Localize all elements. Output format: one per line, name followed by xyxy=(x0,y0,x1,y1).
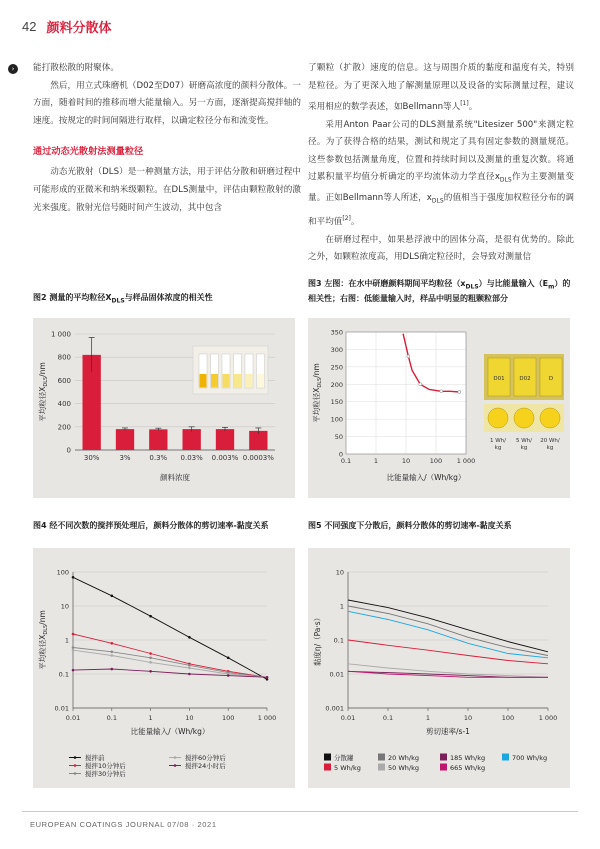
legend-label: 搅拌60分钟后 xyxy=(185,754,226,762)
legend-label: 665 Wh/kg xyxy=(450,764,486,772)
vial-liquid xyxy=(200,374,207,388)
data-point xyxy=(111,642,114,645)
fig5-chart-panel xyxy=(308,548,570,788)
bar xyxy=(149,429,167,450)
y-tick-label: 1 xyxy=(339,602,344,611)
y-tick-label: 600 xyxy=(57,376,71,385)
vial-label: D01 xyxy=(493,376,505,382)
data-point xyxy=(227,656,230,659)
paragraph: 在研磨过程中，如果悬浮液中的固体分高，是很有优势的。除此之外，如颗粒浓度高，用DLS确定粒径时，会导致对测量信 xyxy=(308,234,574,263)
x-tick-label: 1 000 xyxy=(257,714,277,722)
cup-label: 1 Wh/ xyxy=(489,438,507,444)
x-tick-label: 1 000 xyxy=(456,457,476,465)
legend-swatch xyxy=(440,754,447,761)
y-tick-label: 250 xyxy=(330,363,343,372)
legend-swatch xyxy=(324,764,331,771)
cup-icon xyxy=(488,408,508,428)
y-tick-label: 10 xyxy=(60,602,69,611)
page-header xyxy=(22,14,111,38)
vial-label: D02 xyxy=(519,376,531,382)
data-point xyxy=(188,636,191,639)
legend-swatch xyxy=(378,764,385,771)
series-line xyxy=(73,634,267,677)
paragraph: 采用Anton Paar公司的DLS测量系统"Litesizer 500"来测定粒径。为了获得合格的结果，测试和规定了具有固定参数的测量规范。这些参数包括测量角度，位置和持续时间以及测量的重复次数。将通过累积量平均值分析确定的平均流体动力学直径$x_{DLS}$作为主要测量变量。正如Bellmann等人所述，$x_{DLS}$的值相当于强度加权粒径分布的调和平均值[2]。 xyxy=(308,119,574,227)
data-point xyxy=(149,615,152,618)
y-tick-label: 150 xyxy=(330,398,343,407)
footer-divider xyxy=(22,811,578,812)
legend-label: 5 Wh/kg xyxy=(334,764,361,772)
x-tick-label: 1 000 xyxy=(538,714,558,722)
y-tick-label: 0 xyxy=(66,446,71,455)
subheading: 通过动态光散射法测量粒径 xyxy=(33,146,144,158)
bar xyxy=(183,429,201,450)
y-tick-label: 400 xyxy=(57,400,71,409)
x-axis-label: 剪切速率/s-1 xyxy=(426,727,470,736)
y-tick-label: 100 xyxy=(56,568,69,577)
data-point xyxy=(72,633,75,636)
legend-marker xyxy=(74,764,77,767)
data-point xyxy=(188,667,191,670)
y-axis-label: 平均粒径$X_{DLS}/nm$ xyxy=(38,362,49,422)
vial-liquid xyxy=(223,374,230,388)
x-axis-label: 比能量输入/（Wh/kg） xyxy=(130,727,210,736)
y-tick-label: 0.001 xyxy=(325,704,344,713)
x-tick-label: 0.01 xyxy=(65,714,81,722)
fig3-caption: 图3 左图：在水中研磨颜料期间平均粒径$(x_{DLS})$与比能量输入$(E_m)$的相关性；右图：低能量输入时，样品中明显的粗颗粒部分 xyxy=(308,279,571,303)
y-tick-label: 200 xyxy=(330,380,343,389)
fig2-chart-panel xyxy=(33,318,295,498)
x-tick-label: 10 xyxy=(401,457,411,465)
cup-label: 5 Wh/ xyxy=(515,438,533,444)
y-axis-label: 平均粒径$X_{DLS}/nm$ xyxy=(38,610,49,670)
legend-label: 185 Wh/kg xyxy=(450,754,486,762)
legend-label: 700 Wh/kg xyxy=(512,754,548,762)
legend-marker xyxy=(174,764,177,767)
legend-swatch xyxy=(440,764,447,771)
series-line xyxy=(348,664,548,678)
y-axis-label: 平均粒径$X_{DLS}/nm$ xyxy=(312,363,323,423)
data-point xyxy=(149,670,152,673)
data-point xyxy=(72,649,75,652)
x-tick-label: 0.03% xyxy=(180,454,203,462)
series-line xyxy=(73,577,267,679)
data-point xyxy=(188,673,191,676)
y-tick-label: 0 xyxy=(338,450,343,459)
paragraph: 动态光散射（DLS）是一种测量方法，用于评估分散和研磨过程中可能形成的亚微米和纳米级颗粒。在DLS测量中，评估由颗粒散射的激光来强度。散射光信号随时间产生波动，其中包含 xyxy=(33,167,301,213)
paragraph: 然后，用立式珠磨机（D02至D07）研磨高浓度的颜料分散体。一方面，随着时间的推移而增大能量输入。另一方面，逐渐提高搅拌轴的速度。按规定的时间间隔进行取样，以确定粒径分布和流变性。 xyxy=(33,80,301,126)
fig2-caption: 图2 测量的平均粒径$X_{DLS}$与样品固体浓度的相关性 xyxy=(33,293,213,305)
fig4-chart-panel xyxy=(33,548,295,788)
x-tick-label: 0.3% xyxy=(149,454,168,462)
legend-label: 搅拌24小时后 xyxy=(185,762,226,770)
x-tick-label: 30% xyxy=(83,454,100,462)
vial-label: D xyxy=(548,376,554,382)
data-point xyxy=(111,650,114,653)
cup-icon xyxy=(540,408,560,428)
x-tick-label: 10 xyxy=(463,714,473,722)
footer: EUROPEAN COATINGS JOURNAL 07/08 · 2021 xyxy=(30,820,217,829)
fig3-chart-panel xyxy=(308,318,570,498)
y-tick-label: 10 xyxy=(335,568,344,577)
data-point xyxy=(407,355,410,358)
legend-label: 搅拌30分钟后 xyxy=(85,770,126,778)
vial-liquid xyxy=(234,374,241,388)
fig4-caption: 图4 经不同次数的搅拌预处理后，颜料分散体的剪切速率-黏度关系 xyxy=(33,521,269,530)
right-column xyxy=(308,60,574,267)
x-tick-label: 100 xyxy=(501,714,515,722)
data-point xyxy=(72,669,75,672)
fig4-line-chart xyxy=(33,548,295,788)
y-tick-label: 50 xyxy=(334,433,343,442)
y-tick-label: 300 xyxy=(330,345,343,354)
data-point xyxy=(72,576,75,579)
x-tick-label: 10 xyxy=(185,714,194,722)
vial-liquid xyxy=(211,374,218,388)
data-point xyxy=(149,656,152,659)
series-line xyxy=(348,606,548,656)
x-tick-label: 0.01 xyxy=(340,714,356,722)
x-tick-label: 100 xyxy=(221,714,235,722)
y-tick-label: 0.1 xyxy=(333,636,344,645)
y-axis-label: 黏度η/（Pa·s） xyxy=(313,613,322,667)
section-title: 颜料分散体 xyxy=(46,20,112,36)
legend-label: 50 Wh/kg xyxy=(388,764,419,772)
fig5-caption: 图5 不同强度下分散后，颜料分散体的剪切速率-黏度关系 xyxy=(308,521,512,530)
x-tick-label: 0.1 xyxy=(106,714,117,722)
cup-label: kg xyxy=(520,445,528,451)
data-point xyxy=(458,390,461,393)
bar xyxy=(216,429,234,450)
data-point xyxy=(149,652,152,655)
x-axis-label: 比能量输入/（Wh/kg） xyxy=(386,473,466,482)
legend-label: 搅拌10分钟后 xyxy=(85,762,126,770)
y-tick-label: 350 xyxy=(330,328,343,337)
y-tick-label: 1 000 xyxy=(50,330,71,339)
y-tick-label: 1 xyxy=(64,636,69,645)
x-tick-label: 100 xyxy=(429,457,443,465)
x-tick-label: 0.1 xyxy=(382,714,394,722)
legend-label: 20 Wh/kg xyxy=(388,754,419,762)
data-point xyxy=(149,661,152,664)
legend-swatch xyxy=(502,754,509,761)
vial-liquid xyxy=(246,374,253,388)
cup-label: kg xyxy=(494,445,502,451)
x-tick-label: 3% xyxy=(119,454,131,462)
x-tick-label: 1 xyxy=(425,714,431,722)
data-point xyxy=(266,676,269,679)
y-tick-label: 800 xyxy=(57,353,71,362)
paragraph: › 能打散松散的附聚体。 xyxy=(33,60,301,78)
cup-label: kg xyxy=(546,445,554,451)
data-point xyxy=(440,390,443,393)
series-line xyxy=(348,640,548,664)
legend-swatch xyxy=(324,754,331,761)
legend-marker xyxy=(74,772,77,775)
left-column xyxy=(11,60,301,217)
cup-label: 20 Wh/ xyxy=(540,438,560,444)
continue-arrow-icon: › xyxy=(8,64,18,74)
fig5-line-chart xyxy=(308,548,570,788)
vial-liquid xyxy=(257,374,264,388)
legend-marker xyxy=(74,756,77,759)
data-point xyxy=(111,654,114,657)
cup-icon xyxy=(514,408,534,428)
legend-marker xyxy=(174,756,177,759)
y-tick-label: 0.01 xyxy=(54,704,69,713)
data-point xyxy=(227,674,230,677)
data-point xyxy=(111,668,114,671)
x-tick-label: 0.0003% xyxy=(242,454,274,462)
data-point xyxy=(188,664,191,667)
x-tick-label: 1 xyxy=(148,714,153,722)
fig2-bar-chart xyxy=(33,318,295,498)
legend-swatch xyxy=(378,754,385,761)
data-point xyxy=(72,646,75,649)
y-tick-label: 200 xyxy=(57,423,71,432)
series-line xyxy=(348,611,548,658)
x-tick-label: 0.1 xyxy=(340,457,352,465)
data-point xyxy=(419,383,422,386)
x-tick-label: 0.003% xyxy=(211,454,239,462)
paragraph: 了颗粒（扩散）速度的信息。这与周围介质的黏度和温度有关，特别是粒径。为了更深入地了解测量原理以及设备的实际测量过程，建议采用相应的数学表述，如Bellmann等人[1]。 xyxy=(308,63,574,113)
page-number: 42 xyxy=(22,18,37,34)
y-tick-label: 0.1 xyxy=(58,670,69,679)
x-axis-label: 颜料浓度 xyxy=(160,473,190,482)
y-tick-label: 0.01 xyxy=(329,670,344,679)
bar xyxy=(116,429,134,450)
data-point xyxy=(111,594,114,597)
x-tick-label: 1 xyxy=(373,457,379,465)
legend-label: 搅拌前 xyxy=(85,754,105,762)
legend-label: 分散罐 xyxy=(334,754,354,762)
fig3-line-chart xyxy=(308,318,570,498)
y-tick-label: 100 xyxy=(330,415,343,424)
